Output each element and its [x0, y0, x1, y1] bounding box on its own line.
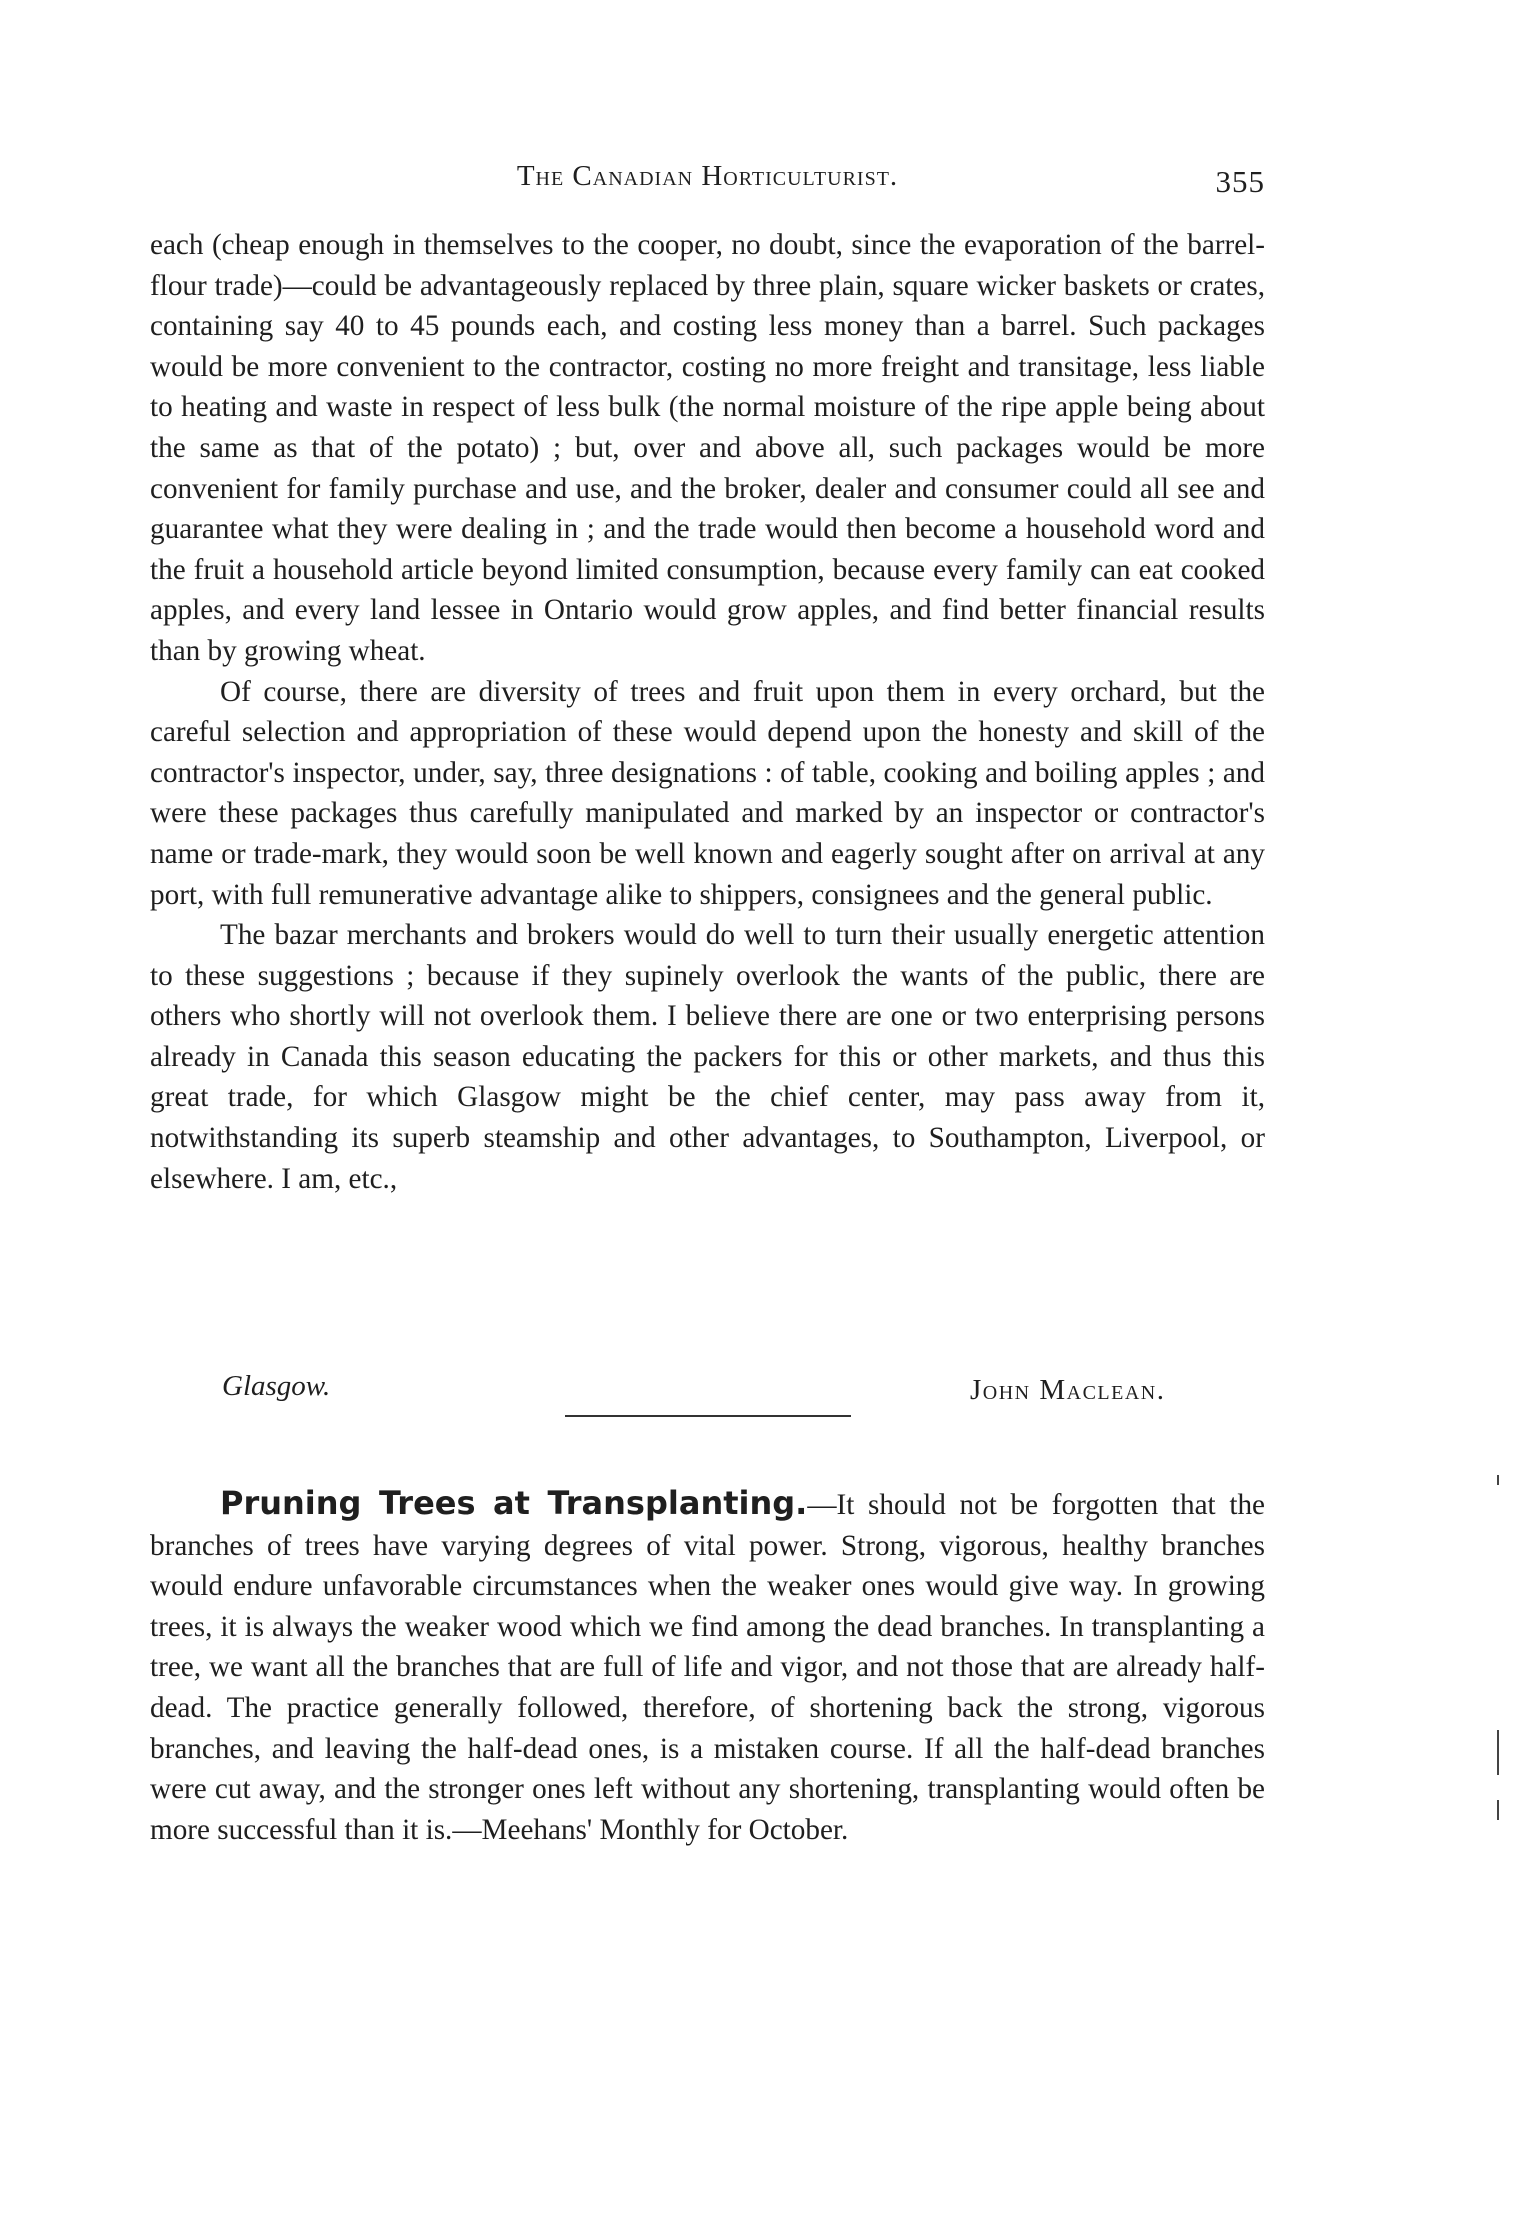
letter-paragraph-1: each (cheap enough in themselves to the cooper, no doubt, since the evaporation of the barrel-flour trade)—could be advantageously replaced by three plain, square wicker baskets or crates, containing say 40 to 45 pounds each, and costing less money than a barrel. Such packages would be more convenient to the contractor, costing no more freight and transitage, less liable to heating and waste in respect of less bulk (the normal moisture of the ripe apple being about the same as that of the potato) ; but, over and above all, such packages would be more convenient for family purchase and use, and the broker, dealer and consumer could all see and guarantee what they were dealing in ; and the trade would then become a household word and the fruit a household article beyond limited consumption, because every family can eat cooked apples, and every land lessee in Ontario would grow apples, and find better financial results than by growing wheat. — [150, 229, 1265, 667]
letter-paragraph-2: Of course, there are diversity of trees and fruit upon them in every orchard, but the careful selection and appropriation of these would depend upon the honesty and skill of the contractor's inspector, under, say, three designations : of table, cooking and boiling apples ; and were these packages thus carefully manipulated and marked by an inspector or contractor's name or trade-mark, they would soon be well known and eagerly sought after on arrival at any port, with full remunerative advantage alike to shippers, consignees and the general public. — [150, 675, 1265, 911]
margin-mark — [1497, 1730, 1499, 1775]
signoff-place: Glasgow. — [222, 1370, 331, 1402]
page-number: 355 — [1215, 164, 1265, 199]
letter-signoff — [150, 1370, 1265, 1430]
letter-body — [150, 225, 1265, 1199]
margin-mark — [1497, 1475, 1499, 1485]
article-body: —It should not be forgotten that the branches of trees have varying degrees of vital power. Strong, vigorous, healthy branches would endure unfavorable circumstances when the weaker ones would give way. In growing trees, it is always the weaker wood which we find among the dead branches. In transplanting a tree, we want all the branches that are full of life and vigor, and not those that are already half-dead. The practice generally followed, therefore, of shortening back the strong, vigorous branches, and leaving the half-dead ones, is a mistaken course. If all the half-dead branches were cut away, and the stronger ones left without any shortening, transplanting would often be more successful than it is.—Meehans' Monthly for October. — [150, 1489, 1266, 1846]
section-divider-rule — [565, 1415, 851, 1417]
running-title: The Canadian Horticulturist. — [516, 160, 899, 192]
letter-paragraph-3: The bazar merchants and brokers would do well to turn their usually energetic attention to these suggestions ; because if they supinely overlook the wants of the public, there are others who shortly will not overlook them. I believe there are one or two enterprising persons already in Canada this season educating the packers for this or other markets, and thus this great trade, for which Glasgow might be the chief center, may pass away from it, notwithstanding its superb steamship and other advantages, to Southampton, Liverpool, or elsewhere. I am, etc., — [150, 919, 1265, 1195]
article-heading: Pruning Trees at Transplanting. — [220, 1484, 808, 1522]
running-header — [150, 160, 1265, 200]
article-pruning-trees — [150, 1483, 1265, 1850]
signoff-author: John Maclean. — [970, 1374, 1166, 1406]
margin-mark — [1497, 1800, 1499, 1820]
